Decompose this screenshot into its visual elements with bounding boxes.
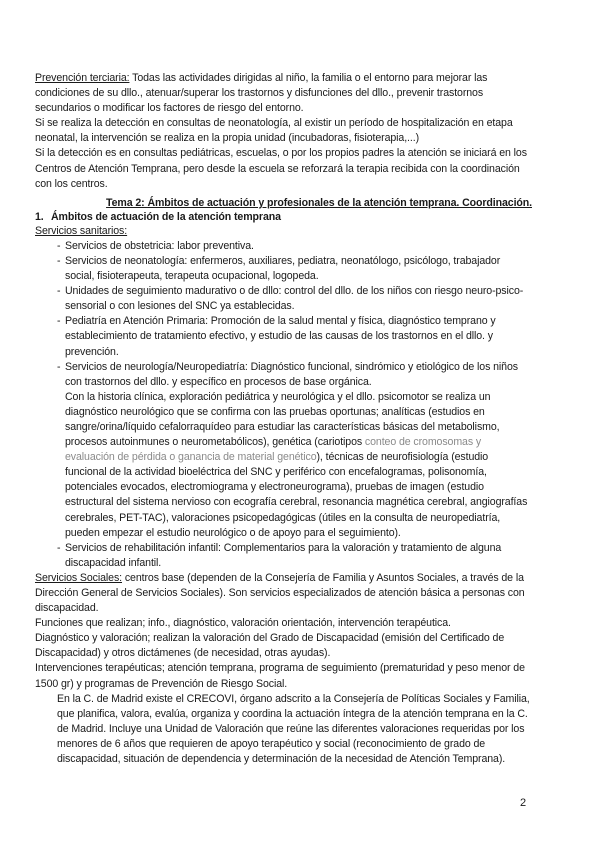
servicios-sociales-paragraph [35,571,532,616]
neurologia-detail-b: ), técnicas de neurofisiología (estudio funcional de la actividad bioeléctrica del SNC y periférico con encefalogramas, polisonomía, potenciales evocados, electromiograma y electroneurograma), pruebas de imagen (estudio estructural del sistema nervioso con ecografía cerebral, resonancia magnética cerebral, angiografías cerebrales, PET-TAC), valoraciones psicopedagógicas (útiles en la consulta de neuropediatría, pueden empezar el estudio neurológico o de apoyo para el seguimiento). [65,451,528,539]
deteccion-pediatrica-paragraph: Si la detección es en consultas pediátricas, escuelas, o por los propios padres la atención se iniciará en los Centros de Atención Temprana, pero desde la escuela se reforzará la terapia recibida con la coordinación con los centros. [35,147,527,190]
servicios-sociales-text: centros base (dependen de la Consejería de Familia y Asuntos Sociales, a través de la Dirección General de Servicios Sociales). Son servicios especializados de atención básica a personas con discapacidad. [35,571,525,615]
prevencion-terciaria-text: Todas las actividades dirigidas al niño, la familia o el entorno para mejorar las condiciones de su dllo., atenuar/superar los trastornos y disfunciones del dllo., prevenir trastornos secundarios o modificar los factores de riesgo del entorno. [35,72,488,115]
prevencion-terciaria-label: Prevención terciaria: [35,72,130,84]
list-item: - Pediatría en Atención Primaria: Promoción de la salud mental y física, diagnóstico temprano y establecimiento de tratamiento efectivo, y estudio de las causas de los trastornos en el dllo. y prevención. [59,314,532,359]
diagnostico-paragraph: Diagnóstico y valoración; realizan la valoración del Grado de Discapacidad (emisión del Certificado de Discapacidad) y otros dictámenes (de necesidad, otras ayudas). [35,632,505,660]
list-item [59,360,532,541]
neurologia-item-text: Servicios de neurología/Neuropediatría: Diagnóstico funcional, sindrómico y etiológico de los niños con trastornos del dllo. y específico en procesos de base orgánica. [65,360,518,388]
deteccion-neonatal-paragraph: Si se realiza la detección en consultas de neonatología, al existir un período de hospitalización en etapa neonatal, la intervención se realiza en la propia unidad (incubadoras, fisioterapia,...) [35,117,513,145]
prevencion-terciaria-paragraph [35,71,532,116]
list-item: - Servicios de rehabilitación infantil: Complementarios para la valoración y tratamiento de alguna discapacidad infantil. [59,541,532,571]
page-number: 2 [520,797,527,809]
tema-title: Tema 2: Ámbitos de actuación y profesionales de la atención temprana. Coordinación. [106,196,532,209]
list-item: - Servicios de obstetricia: labor preventiva. [59,239,532,254]
section-title: Ámbitos de actuación de la atención temprana [51,210,281,223]
intervenciones-paragraph: Intervenciones terapéuticas; atención temprana, programa de seguimiento (prematuridad y peso menor de 1500 gr) y programas de Prevención de Riesgo Social. [35,662,525,690]
funciones-paragraph: Funciones que realizan; info., diagnóstico, valoración orientación, intervención terapéutica. [35,617,451,630]
crecovi-paragraph: En la C. de Madrid existe el CRECOVI, órgano adscrito a la Consejería de Políticas Sociales y Familia, que planifica, valora, evalúa, organiza y coordina la actuación íntegra de la atención temprana en la C. de Madrid. Incluye una Unidad de Valoración que reúne las diferentes valoraciones requeridas por los menores de 6 años que requieren de apoyo terapéutico y social (reconocimiento de grado de discapacidad, situación de dependencia y determinación de la necesidad de Atención Temprana). [57,692,530,766]
sanitarios-list [35,239,532,571]
section-heading [35,210,532,224]
servicios-sanitarios-heading [35,224,532,239]
list-item: - Servicios de neonatología: enfermeros, auxiliares, pediatra, neonatólogo, psicólogo, trabajador social, fisioterapeuta, terapeuta ocupacional, logopeda. [59,254,532,284]
list-item: - Unidades de seguimiento madurativo o de dllo: control del dllo. de los niños con riesgo neuro-psico-sensorial o con lesiones del SNC ya establecidas. [59,284,532,314]
servicios-sanitarios-label: Servicios sanitarios: [35,224,128,237]
section-number: 1. [35,210,44,223]
document-page [35,71,532,767]
neurologia-detail-gray: conteo de cromosomas y evaluación de pérdida o ganancia de material genético [65,436,482,464]
servicios-sociales-label: Servicios Sociales: [35,571,123,584]
neurologia-detail-a: Con la historia clínica, exploración pediátrica y neurológica y el dllo. psicomotor se realiza un diagnóstico neurológico que se confirma con las pruebas oportunas; analíticas (estudios en sangre/orina/líquido cefalorraquídeo para estudiar las características básicas del metabolismo, procesos autoinmunes o neurometabólicos), genética (cariotipos [65,390,500,449]
